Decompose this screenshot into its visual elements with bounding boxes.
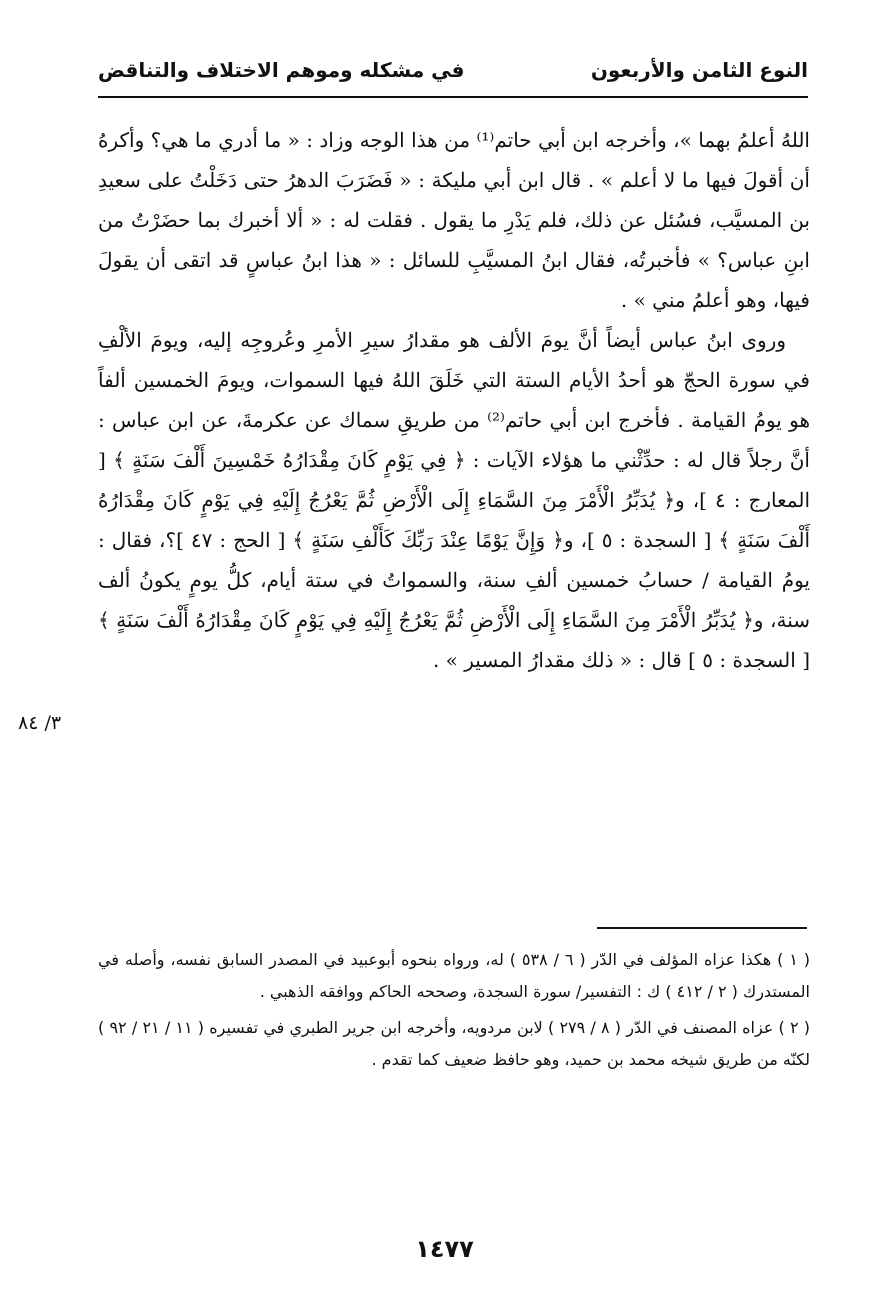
header-rule (98, 96, 808, 98)
paragraph: اللهُ أعلمُ بهما »، وأخرجه ابن أبي حاتم⁽¹⁾ من هذا الوجه وزاد : « ما أدري ما هي؟ وأكرهُ أن أقولَ فيها ما لا أعلم » . قال ابن أبي مليكة : « فَضَرَبَ الدهرُ حتى دَخَلْتُ على سعيدِ بن المسيَّب، فسُئل عن ذلك، فلم يَدْرِ ما يقول . فقلت له : « ألا أخبرك بما حضَرْتُ من ابنِ عباس؟ » فأخبرتُه، فقال ابنُ المسيَّبِ للسائل : « هذا ابنُ عباسٍ قد اتقى أن يقولَ فيها، وهو أعلمُ مني » . (98, 128, 810, 312)
section-title: في مشكله وموهم الاختلاف والتناقض (98, 58, 465, 82)
main-text (98, 120, 810, 680)
running-header (98, 58, 808, 94)
chapter-title: النوع الثامن والأربعون (590, 58, 808, 82)
paragraph: وروى ابنُ عباس أيضاً أنَّ يومَ الألف هو مقدارُ سيرِ الأمرِ وعُروجِه إليه، ويومَ الألْفِ في سورة الحجّ هو أحدُ الأيام الستة التي خَلَقَ اللهُ فيها السموات، ويومَ الخمسين ألفاً هو يومُ القيامة . فأخرج ابن أبي حاتم⁽²⁾ من طريقِ سماك عن عكرمةَ، عن ابن عباس : أنَّ رجلاً قال له : حدِّثْني ما هؤلاء الآيات : ﴿ فِي يَوْمٍ كَانَ مِقْدَارُهُ خَمْسِينَ أَلْفَ سَنَةٍ ﴾ [ المعارج : ٤ ]، و﴿ يُدَبِّرُ الْأَمْرَ مِنَ السَّمَاءِ إِلَى الْأَرْضِ ثُمَّ يَعْرُجُ إِلَيْهِ فِي يَوْمٍ كَانَ مِقْدَارُهُ أَلْفَ سَنَةٍ ﴾ [ السجدة : ٥ ]، و﴿ وَإِنَّ يَوْمًا عِنْدَ رَبِّكَ كَأَلْفِ سَنَةٍ ﴾ [ الحج : ٤٧ ]؟، فقال : يومُ القيامة / حسابُ خمسين ألفِ سنة، والسمواتُ في ستة أيام، كلُّ يومٍ يكونُ ألف سنة، و﴿ يُدَبِّرُ الْأَمْرَ مِنَ السَّمَاءِ إِلَى الْأَرْضِ ثُمَّ يَعْرُجُ إِلَيْهِ فِي يَوْمٍ كَانَ مِقْدَارُهُ أَلْفَ سَنَةٍ ﴾ [ السجدة : ٥ ] قال : « ذلك مقدارُ المسير » . (98, 328, 811, 672)
footnotes (98, 944, 810, 1080)
footnote-rule (597, 927, 807, 929)
footnote: ( ٢ ) عزاه المصنف في الدّر ( ٨ / ٢٧٩ ) لابن مردويه، وأخرجه ابن جرير الطبري في تفسيره ( ١١ / ٢١ / ٩٢ ) لكنّه من طريق شيخه محمد بن حميد، وهو حافظ ضعيف كما تقدم . (98, 1018, 811, 1069)
footnote: ( ١ ) هكذا عزاه المؤلف في الدّر ( ٦ / ٥٣٨ ) له، ورواه بنحوه أبوعبيد في المصدر السابق نفسه، وأصله في المستدرك ( ٢ / ٤١٢ ) ك : التفسير/ سورة السجدة، وصححه الحاكم ووافقه الذهبي . (98, 950, 811, 1001)
margin-reference: ٣/ ٨٤ (18, 712, 62, 734)
page-number: ١٤٧٧ (415, 1235, 474, 1263)
